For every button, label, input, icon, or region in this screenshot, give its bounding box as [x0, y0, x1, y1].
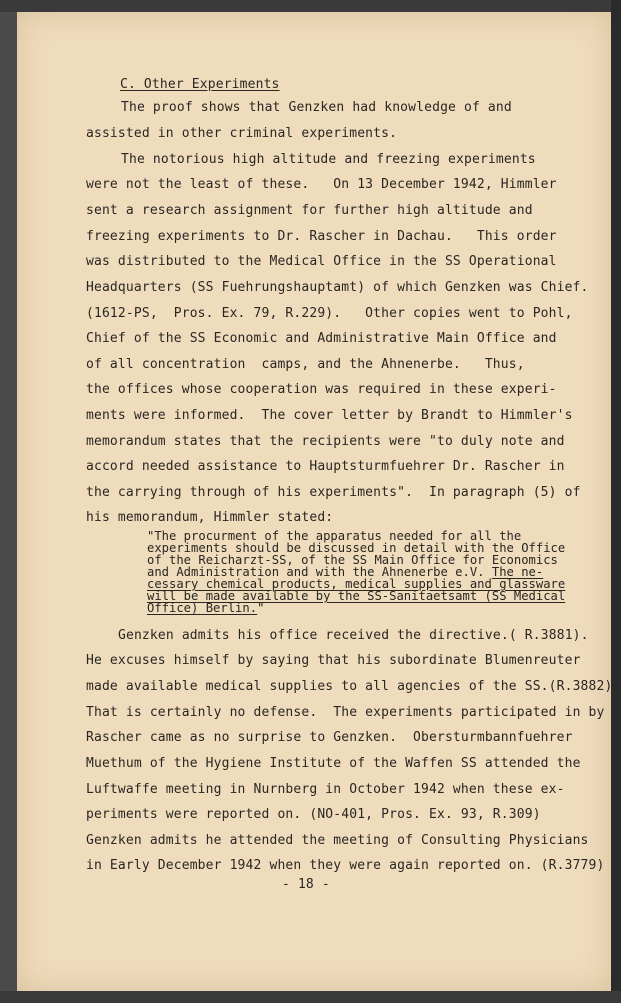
section-heading: C. Other Experiments — [120, 77, 280, 92]
quote-line-4-underlined: The ne- — [491, 565, 544, 579]
paragraph-2-line-14: the carrying through of his experiments". In paragraph (5) of — [86, 485, 581, 500]
scan-border-right — [611, 0, 621, 1003]
paragraph-3-line-3: made available medical supplies to all agencies of the SS.(R.3882) — [86, 679, 613, 694]
paragraph-2-line-2: were not the least of these. On 13 December 1942, Himmler — [86, 177, 557, 192]
quote-line-7-underlined: Office) Berlin. — [147, 601, 258, 615]
quote-line-2: experiments should be discussed in detail with the Office — [147, 541, 566, 555]
quote-line-3: of the Reicharzt-SS, of the SS Main Office for Economics — [147, 553, 558, 567]
paragraph-3-line-9: Genzken admits he attended the meeting of Consulting Physicians — [86, 833, 589, 848]
paragraph-2-line-4: freezing experiments to Dr. Rascher in Dachau. This order — [86, 229, 557, 244]
paragraph-3-line-7: Luftwaffe meeting in Nurnberg in October 1942 when these ex- — [86, 782, 565, 797]
paragraph-2-line-13: accord needed assistance to Hauptsturmfuehrer Dr. Rascher in — [86, 459, 565, 474]
paragraph-2-line-5: was distributed to the Medical Office in the SS Operational — [86, 254, 557, 269]
paragraph-2-line-3: sent a research assignment for further high altitude and — [86, 203, 533, 218]
quote-line-4-plain: and Administration and with the Ahnenerbe e.V. — [147, 565, 492, 579]
paragraph-2-line-6: Headquarters (SS Fuehrungshauptamt) of which Genzken was Chief. — [86, 280, 589, 295]
paragraph-3-line-8: periments were reported on. (NO-401, Pros. Ex. 93, R.309) — [86, 807, 541, 822]
quote-line-1: "The procurment of the apparatus needed for all the — [147, 529, 522, 543]
paragraph-2-line-10: the offices whose cooperation was required in these experi- — [86, 382, 557, 397]
paragraph-3-line-2: He excuses himself by saying that his subordinate Blumenreuter — [86, 653, 581, 668]
paragraph-2-line-11: ments were informed. The cover letter by Brandt to Himmler's — [86, 408, 573, 423]
paragraph-3-line-10: in Early December 1942 when they were again reported on. (R.3779) — [86, 858, 605, 873]
paragraph-3-line-6: Muethum of the Hygiene Institute of the Waffen SS attended the — [86, 756, 581, 771]
scan-border-bottom — [0, 991, 621, 1003]
paragraph-1-line-1: The proof shows that Genzken had knowledge of and — [121, 100, 512, 115]
paragraph-3-line-5: Rascher came as no surprise to Genzken. Obersturmbannfuehrer — [86, 730, 573, 745]
paragraph-2-line-15: his memorandum, Himmler stated: — [86, 510, 334, 525]
paragraph-2-line-8: Chief of the SS Economic and Administrative Main Office and — [86, 331, 557, 346]
paragraph-3-line-1: Genzken admits his office received the directive.( R.3881). — [118, 628, 589, 643]
paragraph-3-line-4: That is certainly no defense. The experiments participated in by — [86, 705, 605, 720]
paragraph-2-line-1: The notorious high altitude and freezing experiments — [121, 152, 536, 167]
quote-line-7-tail: " — [257, 601, 265, 615]
page-number: - 18 - — [282, 877, 330, 892]
quote-line-5: cessary chemical products, medical supplies and glassware — [147, 577, 566, 591]
paragraph-2-line-9: of all concentration camps, and the Ahnenerbe. Thus, — [86, 357, 525, 372]
document-page — [17, 12, 611, 991]
scan-border-top — [0, 0, 621, 12]
paragraph-1-line-2: assisted in other criminal experiments. — [86, 126, 398, 141]
paragraph-2-line-7: (1612-PS, Pros. Ex. 79, R.229). Other copies went to Pohl, — [86, 306, 573, 321]
quote-line-6: will be made available by the SS-Sanitaetsamt (SS Medical — [147, 589, 566, 603]
quote-line-7 — [147, 602, 264, 614]
paragraph-2-line-12: memorandum states that the recipients were "to duly note and — [86, 434, 565, 449]
